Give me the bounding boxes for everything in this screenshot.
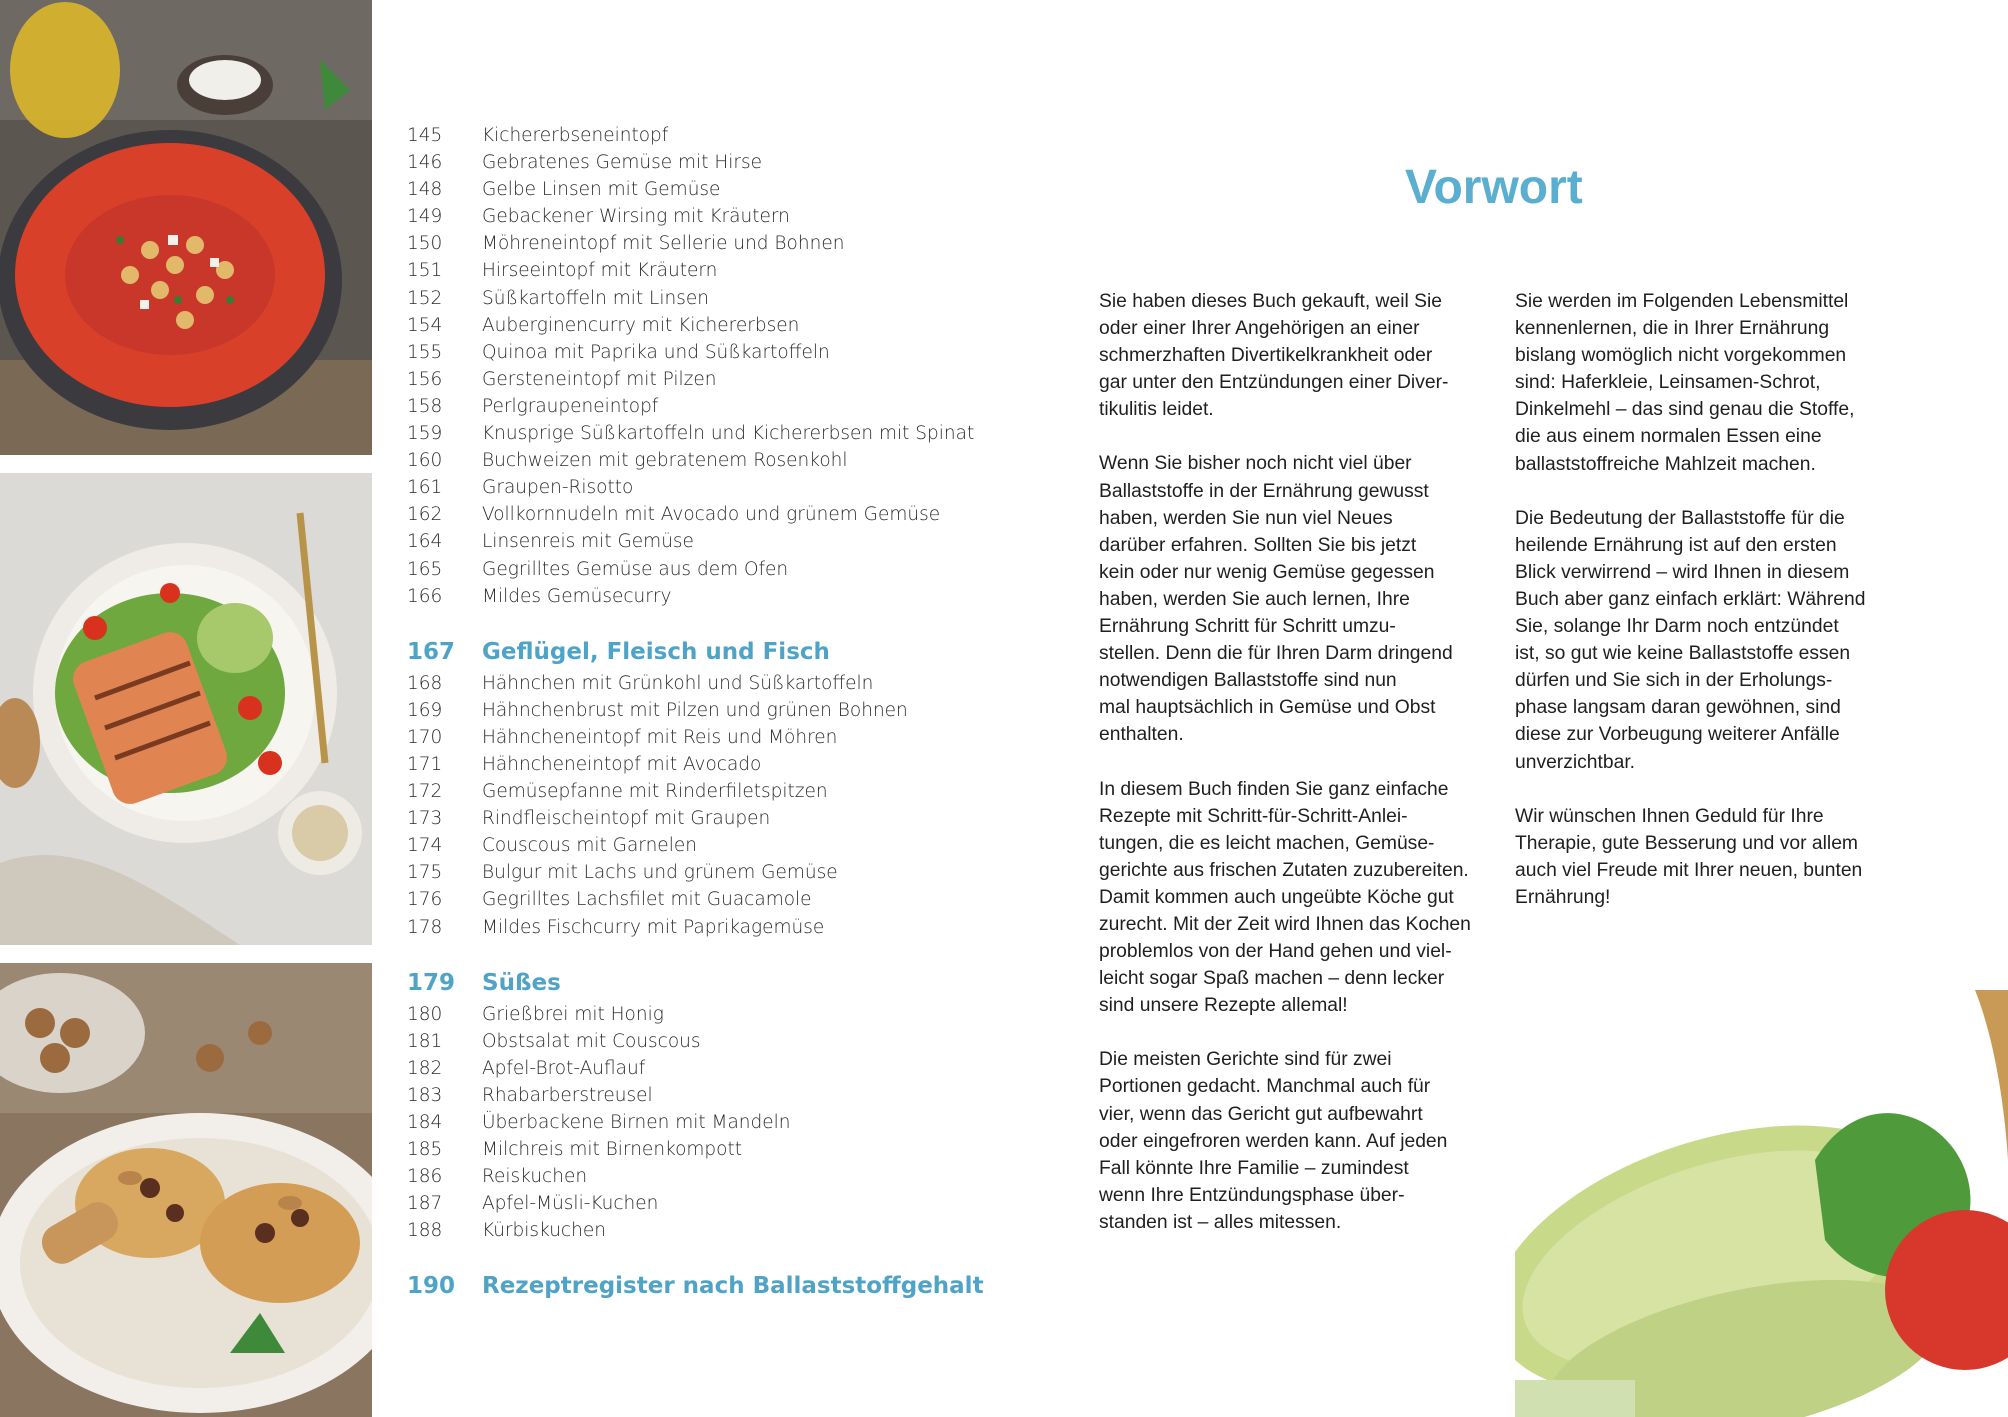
toc-page-number: 160 (407, 450, 443, 472)
toc-recipe-title: Kichererbseneintopf (482, 125, 669, 146)
toc-recipe-title: Rindfleischeintopf mit Graupen (482, 808, 771, 830)
toc-page-number: 185 (407, 1139, 443, 1161)
toc-page-number: 161 (407, 477, 443, 499)
toc-page-number: 172 (407, 781, 443, 803)
toc-section-number: 190 (407, 1273, 456, 1300)
toc-recipe-title: Hähnchen mit Grünkohl und Süßkartoffeln (482, 672, 874, 694)
toc-entry[interactable] (407, 1028, 967, 1055)
toc-entry[interactable] (407, 528, 967, 555)
toc-entry[interactable] (407, 366, 967, 393)
toc-entry[interactable] (407, 230, 967, 257)
toc-recipe-title: Quinoa mit Paprika und Süßkartoffeln (482, 341, 830, 363)
toc-recipe-title: Gegrilltes Lachsfilet mit Guacamole (482, 889, 812, 911)
toc-recipe-title: Knusprige Süßkartoffeln und Kichererbsen mit Spinat (482, 423, 975, 445)
toc-recipe-title: Überbackene Birnen mit Mandeln (482, 1112, 791, 1133)
toc-page-number: 175 (407, 862, 443, 884)
toc-entry[interactable] (407, 805, 967, 832)
toc-page-number: 180 (407, 1003, 443, 1025)
toc-page-number: 184 (407, 1112, 443, 1133)
toc-recipe-title: Linsenreis mit Gemüse (482, 531, 694, 553)
photo-baked-pears (0, 963, 372, 1417)
toc-page-number: 170 (407, 726, 443, 748)
toc-page-number: 162 (407, 504, 443, 526)
toc-page-number: 183 (407, 1084, 443, 1106)
toc-group-sweets (407, 1001, 967, 1245)
toc-page-number: 166 (407, 585, 443, 607)
foreword-paragraph: Die Bedeutung der Ballaststoffe für die heilende Ernährung ist auf den ersten Blick verwirrend – wird Ihnen in diesem Buch aber ganz einfach erklärt: Während Sie, solange Ihr Darm noch entzündet ist, so gut wie keine Ballaststoffe essen dürfen und Sie sich in der Erholungs- phase langsam daran gewöhnen, sind diese zur Vorbeugung weiterer Anfälle unverzichtbar. (1515, 507, 1866, 773)
toc-recipe-title: Couscous mit Garnelen (482, 835, 697, 857)
toc-entry[interactable] (407, 583, 967, 610)
toc-entry[interactable] (407, 203, 967, 230)
toc-entry[interactable] (407, 1109, 967, 1136)
toc-entry[interactable] (407, 339, 967, 366)
toc-page-number: 146 (407, 152, 443, 174)
toc-page-number: 164 (407, 531, 443, 553)
foreword-paragraph: Sie haben dieses Buch gekauft, weil Sie oder einer Ihrer Angehörigen an einer schmerzhaften Divertikelkrankheit oder gar unter den Entzündungen einer Diver- tikulitis leidet. (1099, 291, 1449, 421)
toc-entry[interactable] (407, 724, 967, 751)
toc-entry[interactable] (407, 312, 967, 339)
toc-recipe-title: Gebackener Wirsing mit Kräutern (482, 206, 790, 228)
toc-recipe-title: Bulgur mit Lachs und grünem Gemüse (482, 862, 838, 884)
toc-entry[interactable] (407, 176, 967, 203)
toc-page-number: 174 (407, 835, 443, 857)
toc-recipe-title: Mildes Gemüsecurry (482, 585, 672, 607)
toc-recipe-title: Gemüsepfanne mit Rinderfiletspitzen (482, 781, 828, 803)
toc-entry[interactable] (407, 832, 967, 859)
toc-recipe-title: Grießbrei mit Honig (482, 1003, 664, 1025)
toc-page-number: 169 (407, 699, 443, 721)
toc-recipe-title: Gebratenes Gemüse mit Hirse (482, 152, 763, 174)
toc-page-number: 171 (407, 753, 443, 775)
toc-recipe-title: Milchreis mit Birnenkompott (482, 1139, 743, 1161)
toc-recipe-title: Perlgraupeneintopf (482, 395, 659, 417)
foreword-column-right (1515, 288, 1915, 938)
toc-entry[interactable] (407, 393, 967, 420)
toc-recipe-title: Buchweizen mit gebratenem Rosenkohl (482, 450, 848, 472)
page-title: Vorwort (1405, 161, 1583, 214)
toc-page-number: 173 (407, 808, 443, 830)
toc-entry[interactable] (407, 697, 967, 724)
foreword-column-left (1099, 288, 1499, 1263)
toc-entry[interactable] (407, 556, 967, 583)
toc-section-title: Geflügel, Fleisch und Fisch (482, 638, 830, 665)
toc-entry[interactable] (407, 420, 975, 447)
toc-entry[interactable] (407, 1217, 967, 1244)
toc-page-number: 176 (407, 889, 443, 911)
toc-recipe-title: Auberginencurry mit Kichererbsen (482, 314, 800, 336)
foreword-paragraph: Die meisten Gerichte sind für zwei Portionen gedacht. Manchmal auch für vier, wenn das Gericht gut aufbewahrt oder eingefroren werden kann. Auf jeden Fall könnte Ihre Familie – zumindest wenn Ihre Entzündungsphase über- standen ist – alles mitessen. (1099, 1049, 1448, 1233)
toc-page-number: 155 (407, 341, 443, 363)
toc-recipe-title: Hähnchenbrust mit Pilzen und grünen Bohnen (482, 699, 908, 721)
toc-page-number: 149 (407, 206, 443, 228)
toc-page-number: 165 (407, 558, 443, 580)
toc-section-number: 167 (407, 638, 456, 665)
toc-recipe-title: Hähncheneintopf mit Reis und Möhren (482, 726, 838, 748)
toc-group-vegetarian (407, 122, 975, 610)
toc-entry[interactable] (407, 474, 967, 501)
toc-entry[interactable] (407, 501, 967, 528)
toc-page-number: 182 (407, 1057, 443, 1079)
table-of-contents (407, 122, 984, 1304)
toc-entry[interactable] (407, 1001, 967, 1028)
toc-entry[interactable] (407, 1190, 967, 1217)
toc-entry[interactable] (407, 447, 967, 474)
photo-tomato-soup (0, 0, 372, 455)
toc-recipe-title: Graupen-Risotto (482, 477, 634, 499)
toc-recipe-title: Vollkornnudeln mit Avocado und grünem Gemüse (482, 504, 941, 526)
toc-page-number: 148 (407, 179, 443, 201)
photo-salmon-salad (0, 473, 372, 945)
toc-page-number: 159 (407, 423, 443, 445)
toc-page-number: 181 (407, 1030, 443, 1052)
toc-entry[interactable] (407, 751, 967, 778)
toc-entry[interactable] (407, 1136, 967, 1163)
toc-recipe-title: Apfel-Brot-Auflauf (482, 1057, 646, 1079)
toc-entry[interactable] (407, 1082, 967, 1109)
toc-page-number: 154 (407, 314, 443, 336)
foreword-paragraph: Sie werden im Folgenden Lebensmittel kennenlernen, die in Ihrer Ernährung bislang womöglich nicht vorgekommen sind: Haferkleie, Leinsamen-Schrot, Dinkelmehl – das sind genau die Stoffe, die aus einem normalen Essen eine ballaststoffreiche Mahlzeit machen. (1515, 291, 1855, 475)
toc-recipe-title: Hirseeintopf mit Kräutern (482, 260, 718, 282)
toc-entry[interactable] (407, 285, 967, 312)
toc-entry[interactable] (407, 257, 967, 284)
toc-entry[interactable] (407, 670, 967, 697)
toc-recipe-title: Hähncheneintopf mit Avocado (482, 753, 762, 775)
toc-entry[interactable] (407, 886, 967, 913)
toc-section-title: Rezeptregister nach Ballaststoffgehalt (482, 1273, 984, 1300)
foreword-paragraph: Wenn Sie bisher noch nicht viel über Ballaststoffe in der Ernährung gewusst haben, werden Sie nun viel Neues darüber erfahren. Sollten Sie bis jetzt kein oder nur wenig Gemüse gegessen haben, werden Sie auch lernen, Ihre Ernährung Schritt für Schritt umzu- stellen. Denn die für Ihren Darm dringend notwendigen Ballaststoffe sind nun mal hauptsächlich in Gemüse und Obst enthalten. (1099, 453, 1453, 746)
toc-page-number: 152 (407, 287, 443, 309)
toc-section-heading[interactable] (407, 965, 967, 1001)
toc-recipe-title: Rhabarberstreusel (482, 1084, 653, 1106)
toc-recipe-title: Obstsalat mit Couscous (482, 1030, 701, 1052)
toc-recipe-title: Gegrilltes Gemüse aus dem Ofen (482, 558, 789, 580)
toc-entry[interactable] (407, 122, 967, 149)
toc-recipe-title: Reiskuchen (482, 1166, 588, 1188)
foreword-paragraph: Wir wünschen Ihnen Geduld für Ihre Therapie, gute Besserung und vor allem auch viel Freude mit Ihrer neuen, bunten Ernährung! (1515, 805, 1863, 908)
toc-page-number: 168 (407, 672, 443, 694)
toc-entry[interactable] (407, 914, 967, 941)
toc-entry[interactable] (407, 778, 967, 805)
toc-section-title: Süßes (482, 969, 561, 996)
toc-entry[interactable] (407, 1163, 967, 1190)
toc-page-number: 158 (407, 395, 443, 417)
toc-recipe-title: Möhreneintopf mit Sellerie und Bohnen (482, 233, 845, 255)
toc-section-heading[interactable] (407, 1268, 984, 1304)
toc-page-number: 145 (407, 125, 443, 146)
toc-page-number: 187 (407, 1193, 443, 1215)
toc-entry[interactable] (407, 859, 967, 886)
toc-page-number: 156 (407, 368, 443, 390)
toc-recipe-title: Apfel-Müsli-Kuchen (482, 1193, 659, 1215)
toc-recipe-title: Süßkartoffeln mit Linsen (482, 287, 709, 309)
toc-recipe-title: Kürbiskuchen (482, 1220, 606, 1242)
toc-page-number: 150 (407, 233, 443, 255)
foreword-paragraph: In diesem Buch finden Sie ganz einfache Rezepte mit Schritt-für-Schritt-Anlei- tungen, die es leicht machen, Gemüse- gerichte aus frischen Zutaten zuzubereiten. Damit kommen auch ungeübte Köche gut zurecht. Mit der Zeit wird Ihnen das Kochen problemlos von der Hand gehen und viel- leicht sogar Spaß machen – denn lecker sind unsere Rezepte allemal! (1099, 778, 1471, 1017)
toc-entry[interactable] (407, 149, 967, 176)
toc-recipe-title: Gelbe Linsen mit Gemüse (482, 179, 721, 201)
toc-section-number: 179 (407, 969, 456, 996)
toc-page-number: 188 (407, 1220, 443, 1242)
toc-page-number: 186 (407, 1166, 443, 1188)
toc-recipe-title: Mildes Fischcurry mit Paprikagemüse (482, 916, 825, 938)
toc-page-number: 178 (407, 916, 443, 938)
photo-vegetables (1515, 960, 2008, 1417)
toc-section-heading[interactable] (407, 634, 967, 670)
toc-page-number: 151 (407, 260, 443, 282)
toc-recipe-title: Gersteneintopf mit Pilzen (482, 368, 717, 390)
toc-entry[interactable] (407, 1055, 967, 1082)
toc-group-poultry-meat-fish (407, 670, 967, 941)
